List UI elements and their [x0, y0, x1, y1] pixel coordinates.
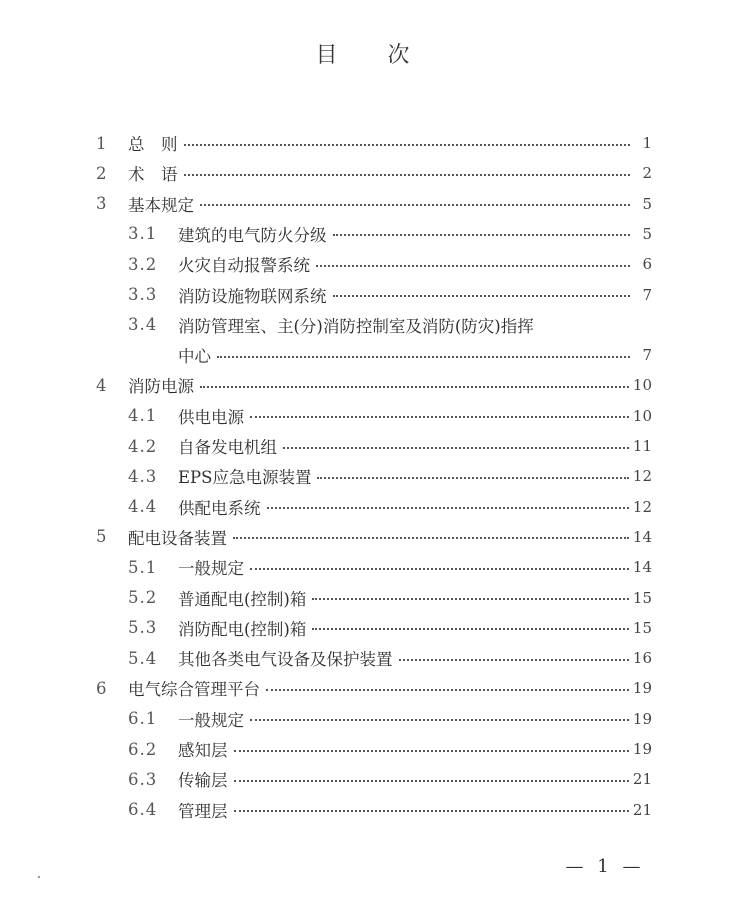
toc-leader-dots	[399, 658, 629, 661]
page-number-footer: — 1 —	[565, 856, 645, 877]
toc-section-entry[interactable]	[128, 431, 652, 461]
toc-leader-dots	[333, 233, 631, 236]
toc-section-entry[interactable]	[128, 764, 652, 794]
toc-chapter-entry[interactable]	[96, 522, 652, 552]
toc-entry-label: 消防电源	[128, 377, 194, 397]
toc-chapter-entry[interactable]	[96, 673, 652, 703]
toc-entry-page: 21	[632, 770, 652, 789]
toc-entry-page: 19	[632, 709, 652, 728]
toc-section-entry[interactable]	[128, 552, 652, 582]
toc-section-entry[interactable]	[128, 583, 652, 613]
scan-speck	[38, 876, 40, 878]
toc-entry-label: 消防配电(控制)箱	[178, 619, 307, 639]
toc-entry-number: 3.2	[128, 254, 158, 274]
toc-entry-page: 10	[632, 406, 652, 425]
toc-entry-number: 6.2	[128, 739, 158, 759]
toc-leader-dots	[234, 779, 629, 782]
toc-entry-page: 12	[632, 497, 652, 516]
toc-entry-page: 15	[632, 588, 652, 607]
toc-entry-page: 16	[632, 649, 652, 668]
toc-entry-number: 4.4	[128, 497, 158, 517]
toc-entry-label: 传输层	[178, 771, 228, 791]
toc-entry-number: 5.3	[128, 618, 158, 638]
toc-entry-page: 7	[642, 346, 652, 365]
toc-entry-number: 3.4	[128, 315, 158, 335]
toc-leader-dots	[184, 143, 631, 146]
toc-leader-dots	[316, 264, 630, 267]
toc-section-entry[interactable]	[128, 249, 652, 279]
toc-entry-number: 1	[96, 133, 107, 153]
toc-entry-label: 配电设备装置	[128, 528, 227, 548]
toc-section-entry-continuation[interactable]	[178, 340, 652, 370]
toc-leader-dots	[234, 749, 629, 752]
toc-entry-number: 4.3	[128, 466, 158, 486]
toc-entry-number: 3.1	[128, 224, 158, 244]
toc-section-entry[interactable]	[128, 492, 652, 522]
toc-entry-label: 自备发电机组	[178, 438, 277, 457]
toc-entry-page: 1	[642, 134, 652, 152]
toc-entry-label: 一般规定	[178, 559, 244, 579]
toc-leader-dots	[250, 718, 629, 721]
toc-section-entry[interactable]	[128, 613, 652, 643]
toc-entry-label: 消防管理室、主(分)消防控制室及消防(防灾)指挥	[178, 316, 534, 336]
toc-section-entry[interactable]	[128, 401, 652, 431]
toc-entry-label: 电气综合管理平台	[128, 680, 260, 700]
toc-entry-number: 2	[96, 163, 107, 183]
toc-leader-dots	[312, 627, 629, 630]
page-title: 目 次	[315, 43, 424, 68]
toc-leader-dots	[200, 385, 629, 388]
toc-chapter-entry[interactable]	[96, 370, 652, 400]
toc-entry-label: 普通配电(控制)箱	[178, 589, 307, 609]
toc-entry-label: 火灾自动报警系统	[178, 256, 310, 276]
toc-entry-label: 术 语	[128, 165, 178, 185]
toc-entry-page: 19	[632, 740, 652, 758]
toc-chapter-entry[interactable]	[96, 128, 652, 158]
toc-leader-dots	[217, 355, 630, 358]
toc-chapter-entry[interactable]	[96, 158, 652, 188]
toc-leader-dots	[317, 476, 628, 479]
toc-leader-dots	[250, 567, 629, 570]
toc-entry-number: 3.3	[128, 285, 158, 304]
toc-entry-label: EPS应急电源装置	[178, 468, 312, 488]
toc-entry-page: 11	[632, 437, 652, 455]
toc-entry-page: 12	[632, 467, 652, 486]
toc-section-entry[interactable]	[128, 704, 652, 734]
toc-section-entry[interactable]	[128, 643, 652, 673]
toc-entry-number: 5	[96, 527, 107, 547]
toc-section-entry[interactable]	[128, 795, 652, 825]
toc-section-entry[interactable]	[128, 461, 652, 491]
toc-entry-number: 6	[96, 678, 107, 698]
toc-chapter-entry[interactable]	[96, 189, 652, 219]
toc-entry-number: 5.4	[128, 648, 158, 668]
toc-entry-number: 6.3	[128, 769, 158, 789]
toc-entry-page: 2	[642, 164, 652, 183]
toc-entry-number: 5.1	[128, 557, 158, 577]
toc-entry-page: 14	[632, 558, 652, 577]
toc-section-entry[interactable]	[128, 734, 652, 764]
toc-entry-page: 14	[632, 527, 652, 546]
toc-leader-dots	[283, 446, 629, 449]
toc-entry-number: 4.2	[128, 436, 158, 456]
toc-entry-label: 一般规定	[178, 710, 244, 730]
toc-entry-label: 消防设施物联网系统	[178, 286, 327, 306]
toc-leader-dots	[333, 294, 631, 297]
toc-leader-dots	[233, 536, 629, 539]
toc-section-entry[interactable]	[128, 219, 652, 249]
toc-leader-dots	[267, 506, 629, 509]
toc-entry-page: 19	[632, 679, 652, 698]
toc-leader-dots	[312, 597, 629, 600]
toc-entry-label: 管理层	[178, 801, 228, 821]
toc-entry-label: 总 则	[128, 135, 178, 154]
toc-entry-label: 供配电系统	[178, 498, 261, 518]
toc-entry-number: 4	[96, 375, 107, 395]
toc-entry-number: 3	[96, 194, 107, 214]
toc-leader-dots	[250, 415, 629, 418]
toc-entry-label: 其他各类电气设备及保护装置	[178, 650, 393, 670]
toc-entry-number: 4.1	[128, 406, 158, 426]
toc-entry-page: 15	[632, 618, 652, 637]
toc-entry-page: 5	[642, 224, 652, 243]
toc-leader-dots	[266, 688, 629, 691]
toc-leader-dots	[234, 809, 629, 812]
toc-entry-label: 感知层	[178, 741, 228, 760]
toc-entry-page: 10	[632, 376, 652, 395]
toc-entry-label-continuation: 中心	[178, 347, 211, 367]
toc-section-entry[interactable]	[128, 310, 652, 340]
toc-leader-dots	[184, 173, 631, 176]
toc-entry-label: 供电电源	[178, 407, 244, 427]
toc-entry-page: 6	[642, 255, 652, 274]
toc-leader-dots	[200, 203, 630, 206]
toc-entry-page: 7	[642, 285, 652, 304]
toc-entry-number: 5.2	[128, 588, 158, 607]
toc-entry-page: 5	[642, 194, 652, 213]
toc-entry-label: 建筑的电气防火分级	[178, 225, 327, 245]
toc-entry-page: 21	[632, 800, 652, 819]
toc-entry-number: 6.1	[128, 709, 158, 729]
toc-section-entry[interactable]	[128, 280, 652, 310]
toc-entry-number: 6.4	[128, 800, 158, 820]
toc-entry-label: 基本规定	[128, 195, 194, 215]
